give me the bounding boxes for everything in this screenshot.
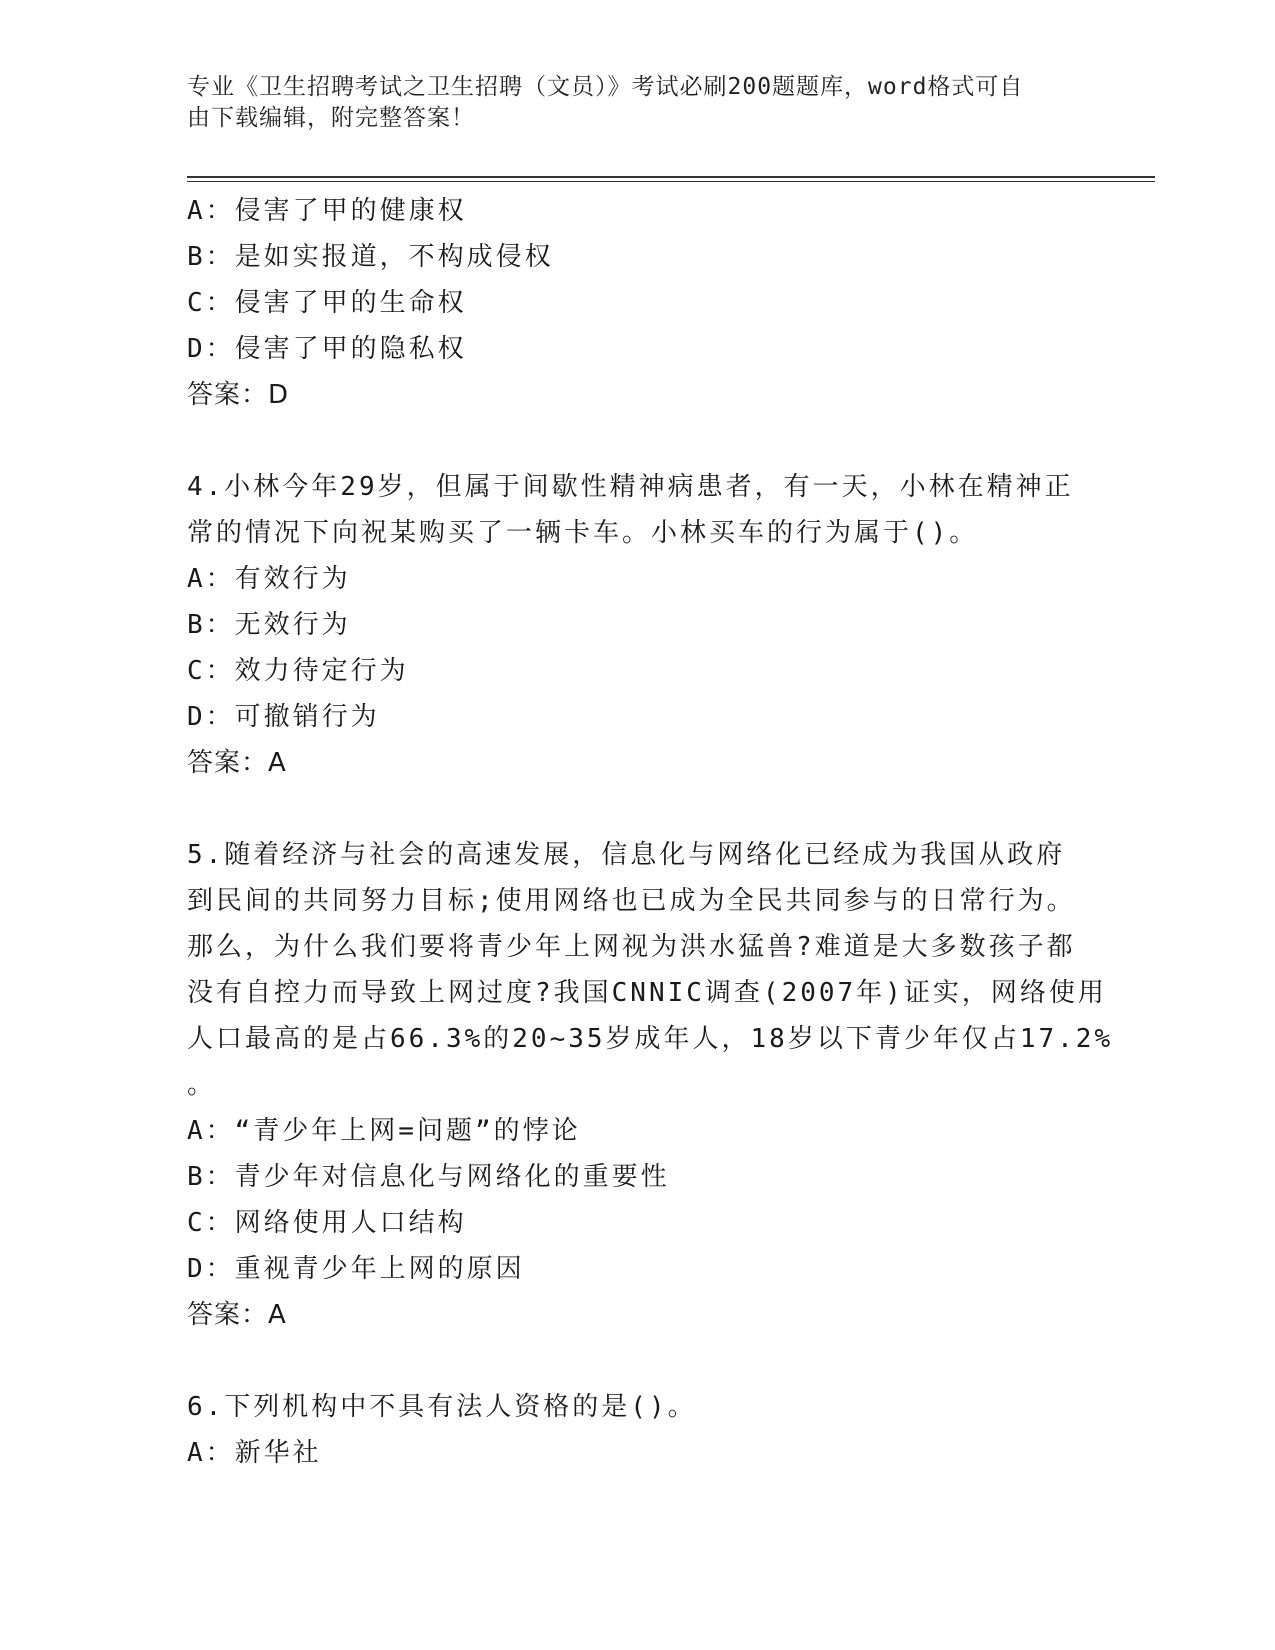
question-text-line: 人口最高的是占66.3%的20~35岁成年人，18岁以下青少年仅占17.2% xyxy=(187,1024,1114,1054)
option-d: D：侵害了甲的隐私权 xyxy=(187,334,467,364)
option-b: B：无效行为 xyxy=(187,610,351,640)
question-5 xyxy=(187,832,1114,1338)
question-text-line: 到民间的共同努力目标;使用网络也已成为全民共同参与的日常行为。 xyxy=(187,886,1076,916)
answer-line: 答案：A xyxy=(187,748,287,778)
header-line-1: 专业《卫生招聘考试之卫生招聘（文员）》考试必刷200题题库，word格式可自 xyxy=(187,74,1024,100)
option-d: D：可撤销行为 xyxy=(187,702,380,732)
header-line-2: 由下载编辑，附完整答案！ xyxy=(187,105,475,131)
question-text-line: 那么，为什么我们要将青少年上网视为洪水猛兽?难道是大多数孩子都 xyxy=(187,932,1076,962)
document-header xyxy=(187,72,1077,134)
option-c: C：侵害了甲的生命权 xyxy=(187,288,467,318)
question-6 xyxy=(187,1384,1087,1476)
spacer xyxy=(187,1338,1087,1384)
question-4 xyxy=(187,464,1087,786)
answer-line: 答案：D xyxy=(187,380,290,410)
answer-line: 答案：A xyxy=(187,1300,287,1330)
question-text-line: 。 xyxy=(187,1070,217,1100)
header-rule-thin xyxy=(187,181,1155,182)
option-b: B：青少年对信息化与网络化的重要性 xyxy=(187,1162,670,1192)
spacer xyxy=(187,418,1087,464)
question-text-line: 6.下列机构中不具有法人资格的是()。 xyxy=(187,1392,697,1422)
header-rule-thick xyxy=(187,176,1155,178)
spacer xyxy=(187,786,1087,832)
question-list xyxy=(187,188,1114,1476)
question-text-line: 没有自控力而导致上网过度?我国CNNIC调查(2007年)证实，网络使用 xyxy=(187,978,1107,1008)
option-a: A：“青少年上网=问题”的悖论 xyxy=(187,1116,581,1146)
option-b: B：是如实报道，不构成侵权 xyxy=(187,242,554,272)
option-a: A：侵害了甲的健康权 xyxy=(187,196,467,226)
option-c: C：效力待定行为 xyxy=(187,656,409,686)
question-text-line: 4.小林今年29岁，但属于间歇性精神病患者，有一天，小林在精神正 xyxy=(187,472,1074,502)
option-a: A：有效行为 xyxy=(187,564,351,594)
question-text-line: 常的情况下向祝某购买了一辆卡车。小林买车的行为属于()。 xyxy=(187,518,979,548)
option-a: A：新华社 xyxy=(187,1438,322,1468)
question-text-line: 5.随着经济与社会的高速发展，信息化与网络化已经成为我国从政府 xyxy=(187,840,1066,870)
question-3 xyxy=(187,188,1087,418)
option-d: D：重视青少年上网的原因 xyxy=(187,1254,525,1284)
option-c: C：网络使用人口结构 xyxy=(187,1208,467,1238)
